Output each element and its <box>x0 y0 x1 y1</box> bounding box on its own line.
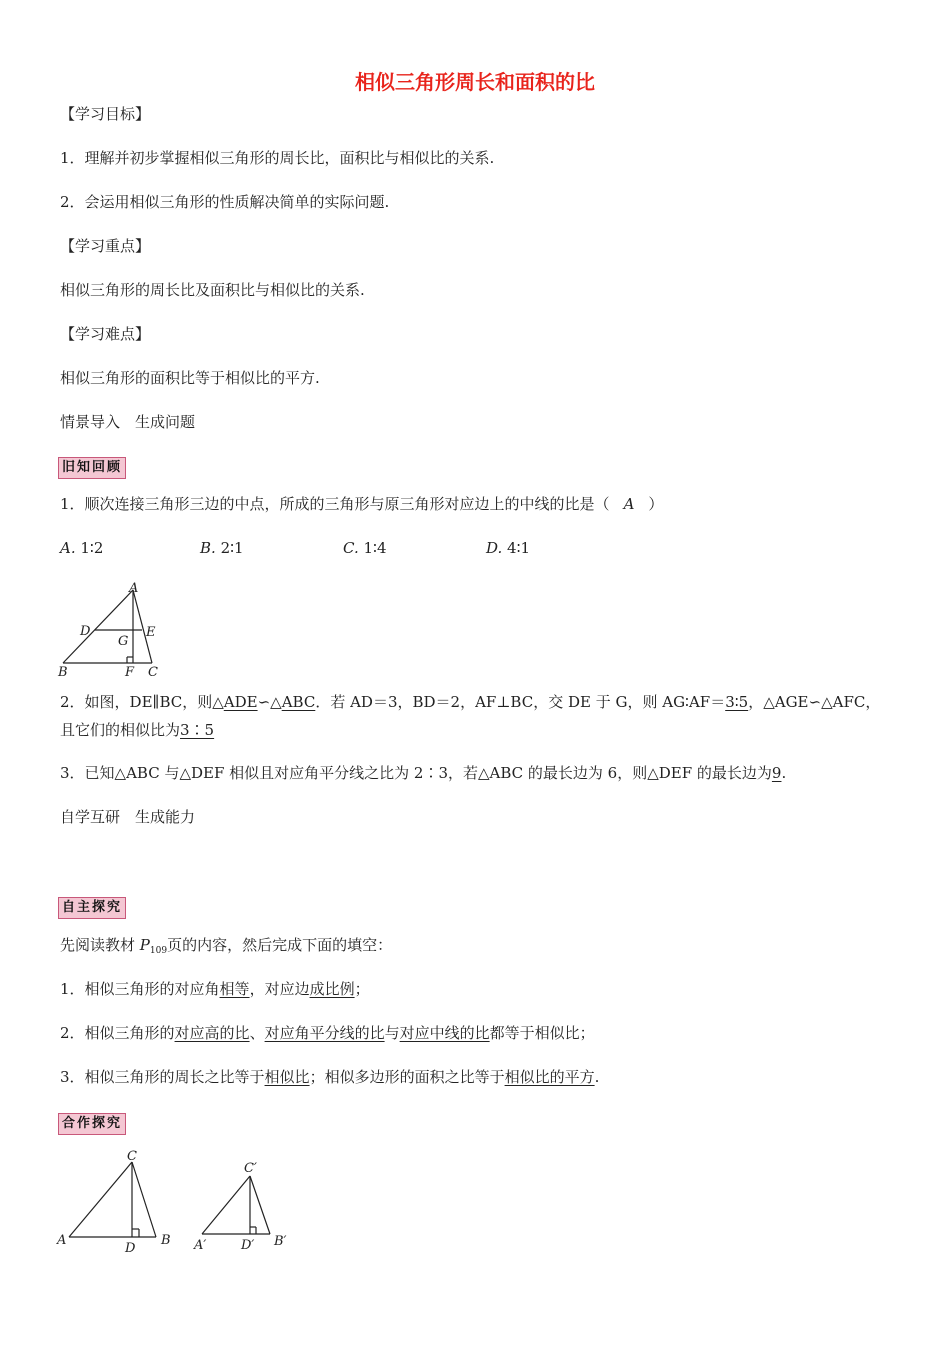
label-a: A <box>129 581 139 596</box>
q1-stem: 1．顺次连接三角形三边的中点，所成的三角形与原三角形对应边上的中线的比是（ <box>60 495 610 513</box>
difficulty-header: 【学习难点】 <box>60 325 151 343</box>
option-d: D. 4∶1 <box>486 539 531 557</box>
label-c-prime: C′ <box>244 1161 257 1176</box>
goal-item-1: 1．理解并初步掌握相似三角形的周长比，面积比与相似比的关系. <box>60 149 495 167</box>
explore-badge: 自主探究 <box>58 897 126 919</box>
q2-answer-2: ABC <box>281 693 316 711</box>
option-a: A. 1∶2 <box>60 539 104 557</box>
q2-answer-3: 3∶5 <box>725 693 749 711</box>
triangle-figure-1 <box>55 580 170 682</box>
difficulty-text: 相似三角形的面积比等于相似比的平方. <box>60 369 320 387</box>
explore-item-1: 1．相似三角形的对应角相等，对应边成比例； <box>60 980 370 998</box>
label-a-prime: A′ <box>194 1238 207 1253</box>
q1-close: ） <box>648 495 664 513</box>
page-title: 相似三角形周长和面积的比 <box>355 70 595 94</box>
q1-answer: A <box>623 495 635 513</box>
label-a: A <box>57 1233 67 1248</box>
triangle-figure-3 <box>190 1155 300 1257</box>
focus-text: 相似三角形的周长比及面积比与相似比的关系. <box>60 281 365 299</box>
coop-badge: 合作探究 <box>58 1113 126 1135</box>
label-b: B <box>58 665 68 680</box>
intro-section-heading: 情景导入 生成问题 <box>60 413 196 431</box>
label-d: D <box>80 624 91 639</box>
review-badge: 旧知回顾 <box>58 457 126 479</box>
label-e: E <box>146 625 156 640</box>
option-c: C. 1∶4 <box>343 539 387 557</box>
q3-answer: 9 <box>771 764 782 782</box>
explore-item-3: 3．相似三角形的周长之比等于相似比；相似多边形的面积之比等于相似比的平方. <box>60 1068 600 1086</box>
review-question-2-line-1: 2．如图，DE∥BC，则△ADE∽△ABC．若 AD＝3，BD＝2，AF⊥BC，交 DE 于 G，则 AG∶AF＝3∶5，△AGE∽△AFC， <box>60 693 881 711</box>
label-d: D <box>125 1241 136 1256</box>
review-question-1 <box>60 494 663 514</box>
triangle-figure-2 <box>55 1145 180 1257</box>
q2-answer-4: 3∶5 <box>180 721 215 739</box>
goals-header: 【学习目标】 <box>60 105 151 123</box>
review-question-3: 3．已知△ABC 与△DEF 相似且对应角平分线之比为 2∶3，若△ABC 的最长边为 6，则△DEF 的最长边为9. <box>60 764 787 782</box>
goal-item-2: 2．会运用相似三角形的性质解决简单的实际问题. <box>60 193 390 211</box>
label-c: C <box>148 665 158 680</box>
label-g: G <box>118 634 129 649</box>
focus-header: 【学习重点】 <box>60 237 151 255</box>
label-b-prime: B′ <box>274 1234 287 1249</box>
label-d-prime: D′ <box>241 1238 255 1253</box>
label-b: B <box>161 1233 171 1248</box>
review-question-2-line-2: 且它们的相似比为3∶5 <box>60 721 215 739</box>
label-c: C <box>127 1149 137 1164</box>
option-b: B. 2∶1 <box>200 539 244 557</box>
explore-intro: 先阅读教材 $P_{109}$页的内容，然后完成下面的填空： <box>60 936 393 956</box>
label-f: F <box>125 665 135 680</box>
explore-item-2: 2．相似三角形的对应高的比、对应角平分线的比与对应中线的比都等于相似比； <box>60 1024 595 1042</box>
self-study-section-heading: 自学互研 生成能力 <box>60 808 196 826</box>
q2-answer-1: ADE <box>223 693 258 711</box>
